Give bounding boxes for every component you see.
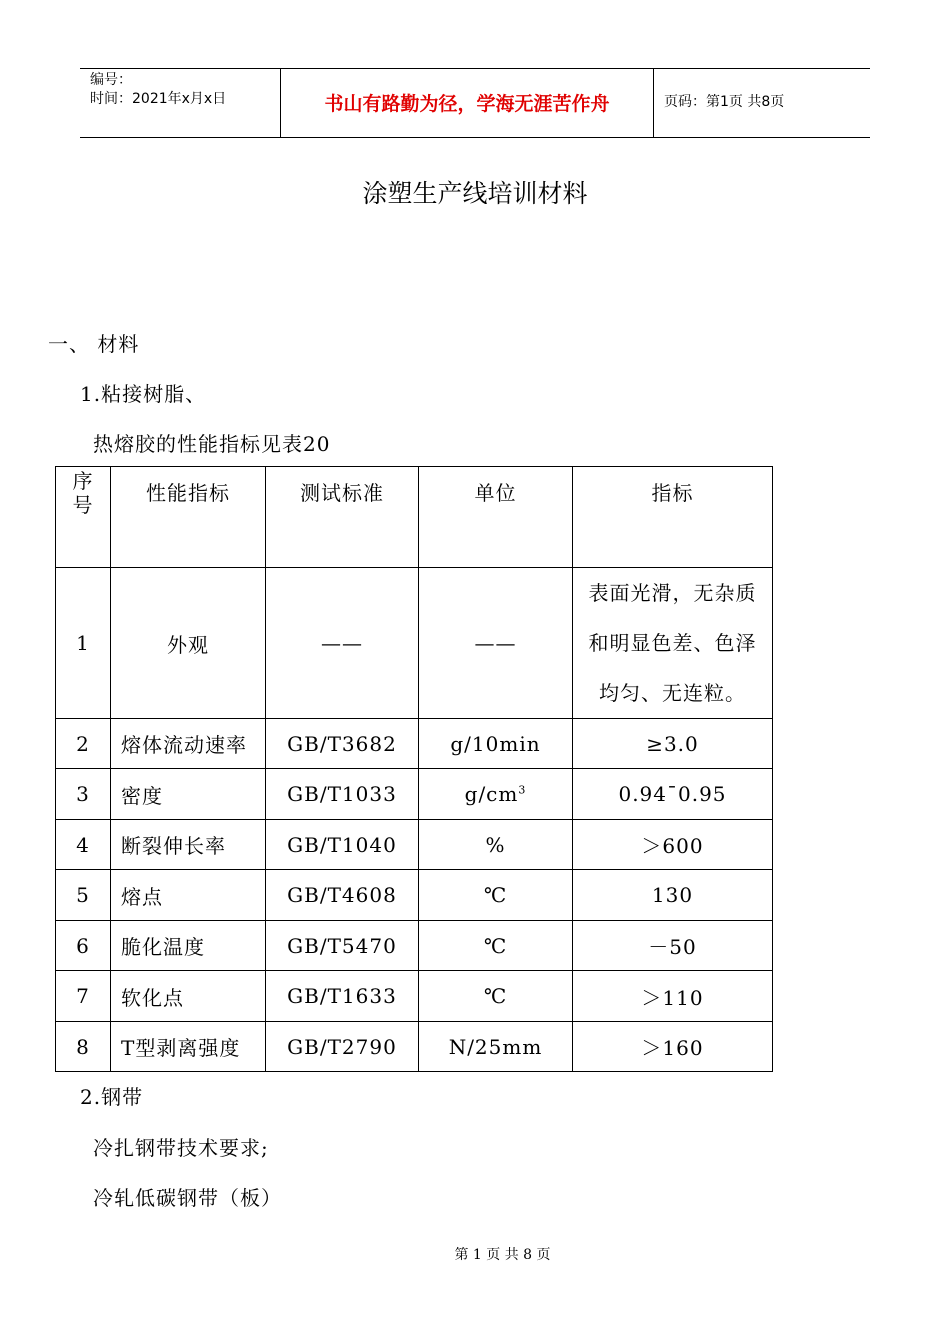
date-label: 时间：2021年x月x日 [90,91,227,107]
cell-value: ＞600 [573,820,773,870]
cell-property: 熔体流动速率 [111,719,266,769]
page-number-label: 页码：第1页 共8页 [664,94,785,110]
unit-superscript: 3 [518,783,527,797]
document-title: 涂塑生产线培训材料 [362,179,588,208]
cell-standard: GB/T5470 [266,921,419,971]
section-heading-materials: 一、 材料 [48,332,140,356]
header-unit: 单位 [419,467,573,568]
table-header-row [56,467,773,568]
cell-value: 130 [573,870,773,921]
item-adhesive-resin: 1.粘接树脂、 [80,382,207,406]
unit-base: g/cm [464,782,519,806]
cell-unit: ℃ [419,921,573,971]
cell-seq: 8 [56,1022,111,1072]
table-row [56,719,773,769]
cell-standard: GB/T2790 [266,1022,419,1072]
footer-total-pages: 8 [523,1247,533,1263]
cell-standard: —— [266,568,419,719]
cell-property: T型剥离强度 [111,1022,266,1072]
cell-standard: GB/T3682 [266,719,419,769]
footer-page-info: 第 1 页 共 8 页 [454,1247,551,1263]
header-motto-cell [281,69,654,137]
document-header [80,68,870,138]
cell-unit: N/25mm [419,1022,573,1072]
steel-strip-requirements: 冷扎钢带技术要求; [93,1136,269,1160]
cell-standard: GB/T4608 [266,870,419,921]
cell-standard: GB/T1033 [266,769,419,820]
header-standard: 测试标准 [266,467,419,568]
cell-property: 软化点 [111,971,266,1022]
header-seq [56,467,111,568]
cell-value: ＞160 [573,1022,773,1072]
motto-text: 书山有路勤为径，学海无涯苦作舟 [324,93,610,115]
table-row [56,568,773,719]
cell-unit: —— [419,568,573,719]
cell-seq: 6 [56,921,111,971]
cell-value: ＞110 [573,971,773,1022]
header-property: 性能指标 [111,467,266,568]
header-seq-line2: 号 [72,493,94,517]
table-row [56,1022,773,1072]
cell-seq: 3 [56,769,111,820]
cell-value: ≥3.0 [573,719,773,769]
cell-value: －50 [573,921,773,971]
cell-property: 断裂伸长率 [111,820,266,870]
header-meta-cell [80,69,281,137]
cell-value [573,568,773,719]
cell-unit: ℃ [419,971,573,1022]
cell-seq: 7 [56,971,111,1022]
header-page-cell [654,69,870,137]
cell-seq: 5 [56,870,111,921]
table-row [56,870,773,921]
cell-standard: GB/T1633 [266,971,419,1022]
cell-seq: 2 [56,719,111,769]
cell-value-line: 均匀、无连粒。 [599,681,746,705]
cell-property: 熔点 [111,870,266,921]
cell-seq: 4 [56,820,111,870]
cell-value-line: 表面光滑，无杂质 [588,581,757,605]
table-row [56,971,773,1022]
cell-unit: ℃ [419,870,573,921]
cell-unit [419,769,573,820]
cell-property: 脆化温度 [111,921,266,971]
page-footer [0,1247,950,1263]
table-row [56,921,773,971]
footer-current-page: 1 [472,1247,482,1263]
cell-unit: g/10min [419,719,573,769]
item-steel-strip: 2.钢带 [80,1085,144,1109]
cell-value: 0.94¯0.95 [573,769,773,820]
table-row [56,769,773,820]
table-row [56,820,773,870]
number-label: 编号： [90,72,132,88]
cell-standard: GB/T1040 [266,820,419,870]
cell-unit: % [419,820,573,870]
cell-property: 外观 [111,568,266,719]
hot-melt-spec-table [55,466,773,1072]
cell-seq: 1 [56,568,111,719]
cell-property: 密度 [111,769,266,820]
header-seq-line1: 序 [72,469,94,493]
table-caption: 热熔胶的性能指标见表20 [93,432,331,456]
steel-strip-type: 冷轧低碳钢带（板） [93,1186,282,1210]
cell-value-line: 和明显色差、色泽 [588,631,757,655]
header-value: 指标 [573,467,773,568]
